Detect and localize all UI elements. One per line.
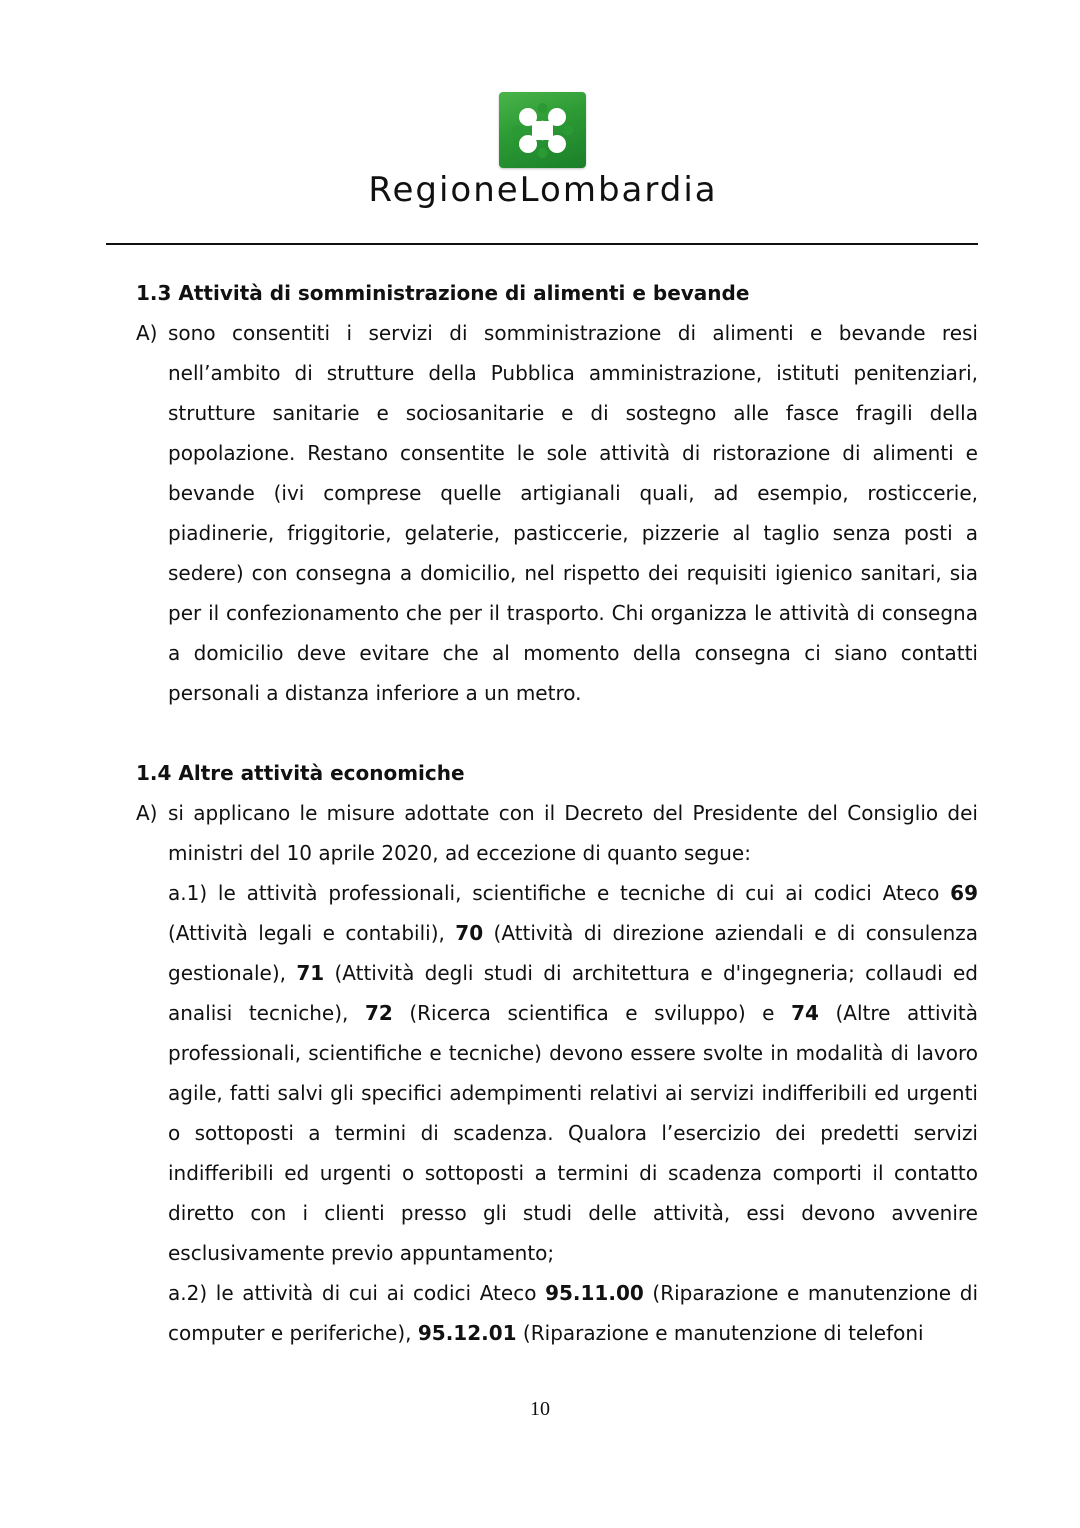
list-marker: A) [136, 321, 158, 345]
ateco-code: 74 [791, 1001, 819, 1025]
list-marker: A) [136, 801, 158, 825]
page-number: 10 [530, 1398, 550, 1420]
paragraph-a2 [168, 1273, 978, 1353]
document-body [136, 273, 978, 1353]
paragraph-intro: si applicano le misure adottate con il Decreto del Presidente del Consiglio dei ministri del 10 aprile 2020, ad eccezione di quanto segue: [168, 801, 978, 865]
section-title-1-4: 1.4 Altre attività economiche [136, 761, 465, 785]
text: a.2) le attività di cui ai codici Ateco [168, 1281, 546, 1305]
regione-lombardia-rose-icon [499, 92, 586, 168]
ateco-code: 72 [364, 1001, 393, 1025]
ateco-code: 70 [455, 921, 484, 945]
text: (Attività di direzione aziendali e di consulenza gestionale), [168, 921, 978, 985]
ateco-code: 69 [950, 881, 978, 905]
ateco-code: 95.12.01 [417, 1321, 517, 1345]
header-divider [106, 243, 978, 245]
text: (Riparazione e manutenzione di telefoni [516, 1321, 924, 1345]
text: (Altre attività professionali, scientifiche e tecniche) devono essere svolte in modalità di lavoro agile, fatti salvi gli specifici adempimenti relativi ai servizi indifferibili ed urgenti o sottoposti a termini di scadenza. Qualora l’esercizio dei predetti servizi indifferibili ed urgenti o sottoposti a termini di scadenza comporti il contatto diretto con i clienti presso gli studi delle attività, essi devono avvenire esclusivamente previo appuntamento; [168, 1001, 978, 1265]
brand-wordmark: RegioneLombardia [368, 170, 718, 210]
text: (Attività degli studi di architettura e d'ingegneria; collaudi ed analisi tecniche), [168, 961, 978, 1025]
paragraph-a1 [168, 873, 978, 1273]
spacer [136, 713, 978, 753]
section-title-1-3: 1.3 Attività di somministrazione di alimenti e bevande [136, 281, 750, 305]
text: (Ricerca scientifica e sviluppo) e [392, 1001, 792, 1025]
section-1-4-item-a [136, 793, 978, 1353]
ateco-code: 95.11.00 [545, 1281, 644, 1305]
text: (Attività legali e contabili), [168, 921, 456, 945]
text: a.1) le attività professionali, scientifiche e tecniche di cui ai codici Ateco [168, 881, 951, 905]
text: (Riparazione e manutenzione di computer e periferiche), [168, 1281, 978, 1345]
paragraph: sono consentiti i servizi di somministrazione di alimenti e bevande resi nell’ambito di strutture della Pubblica amministrazione, istituti penitenziari, strutture sanitarie e sociosanitarie e di sostegno alle fasce fragili della popolazione. Restano consentite le sole attività di ristorazione di alimenti e bevande (ivi comprese quelle artigianali quali, ad esempio, rosticcerie, piadinerie, friggitorie, gelaterie, pasticcerie, pizzerie al taglio senza posti a sedere) con consegna a domicilio, nel rispetto dei requisiti igienico sanitari, sia per il confezionamento che per il trasporto. Chi organizza le attività di consegna a domicilio deve evitare che al momento della consegna ci siano contatti personali a distanza inferiore a un metro. [168, 321, 978, 705]
regione-lombardia-logo [499, 92, 586, 168]
ateco-code: 71 [296, 961, 325, 985]
section-1-3-item-a [136, 313, 978, 713]
